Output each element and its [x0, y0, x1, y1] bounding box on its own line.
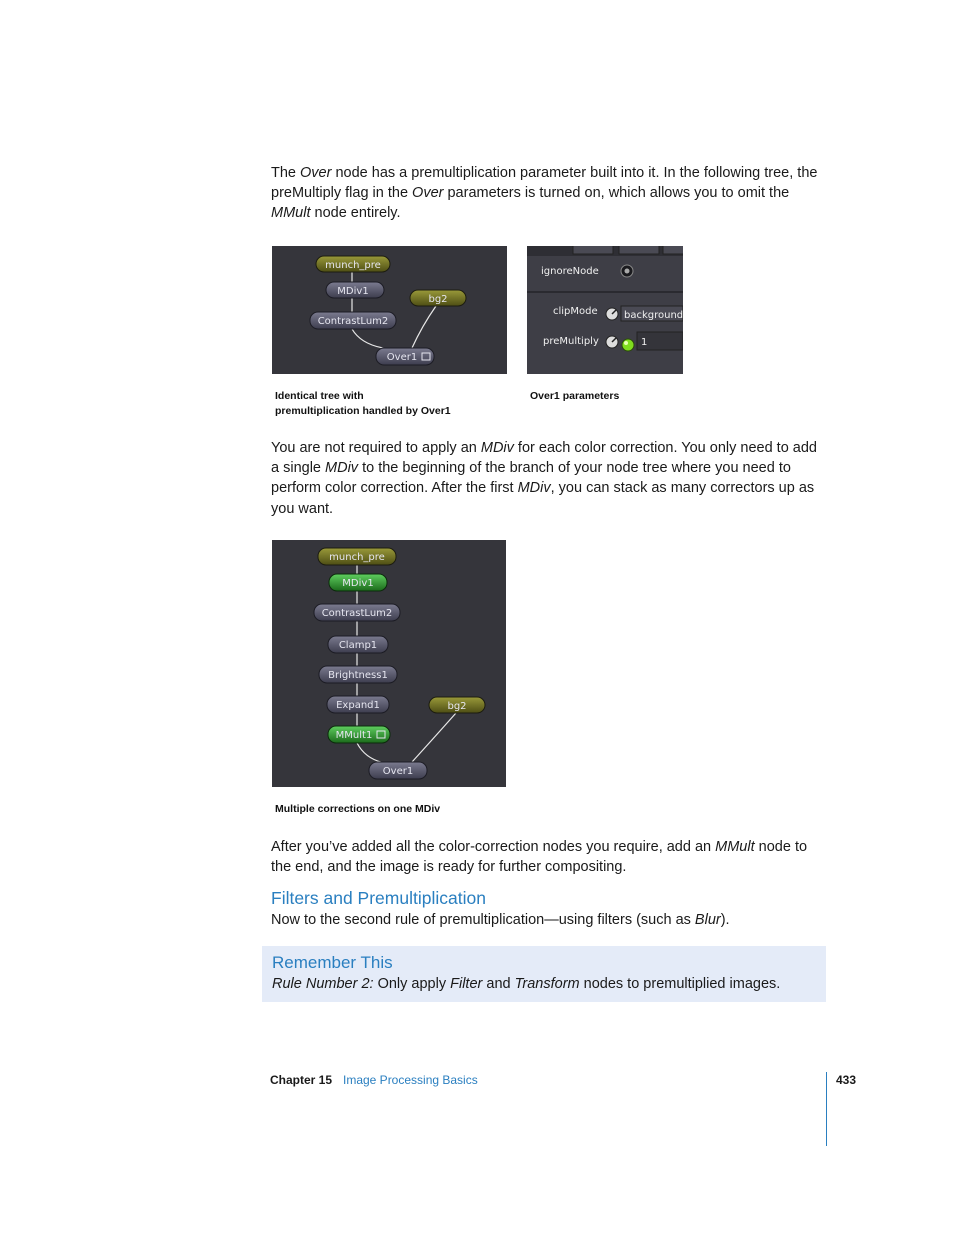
svg-text:Brightness1: Brightness1 [328, 670, 388, 681]
node-bg2[interactable] [410, 290, 466, 306]
svg-text:Over1: Over1 [386, 352, 418, 363]
clip-mode-dial[interactable] [606, 308, 618, 320]
svg-text:Over1: Over1 [382, 766, 414, 777]
page-number: 433 [836, 1073, 857, 1087]
section-heading: Filters and Premultiplication [271, 888, 486, 908]
node-expand1[interactable] [327, 696, 389, 713]
node-mdiv1[interactable] [329, 574, 387, 591]
over1-parameters-figure [527, 246, 683, 374]
node-over1[interactable] [376, 348, 434, 365]
node-contrastlum2[interactable] [314, 604, 400, 621]
figure3-caption: Multiple corrections on one MDiv [275, 803, 441, 815]
premultiply-value-field[interactable] [637, 332, 683, 350]
ignore-node-toggle[interactable] [621, 265, 633, 277]
svg-text:ContrastLum2: ContrastLum2 [321, 608, 393, 619]
node-clamp1[interactable] [328, 636, 388, 653]
svg-text:MMult1: MMult1 [335, 730, 373, 741]
mmult-paragraph: After you’ve added all the color-correction nodes you require, add an MMult node to the end, and the image is ready for further compositing. [271, 839, 808, 876]
node-mmult1[interactable] [328, 726, 390, 743]
svg-text:MDiv1: MDiv1 [337, 286, 369, 297]
svg-text:Expand1: Expand1 [336, 700, 380, 711]
mdiv-paragraph: You are not required to apply an MDiv for each color correction. You only need to add a single MDiv to the beginning of the branch of your node tree where you need to perform color correction. After the first MDiv, you can stack as many correctors up as you want. [271, 440, 817, 517]
svg-text:munch_pre: munch_pre [329, 552, 385, 563]
clip-mode-label: clipMode [553, 306, 598, 317]
intro-paragraph: The Over node has a premultiplication parameter built into it. In the following tree, the preMultiply flag in the Over parameters is turned on, which allows you to omit the MMult node entirely. [271, 165, 818, 222]
node-contrastlum2[interactable] [310, 312, 396, 329]
remember-this-note [262, 946, 826, 1002]
premultiply-label: preMultiply [543, 336, 599, 347]
footer-chapter-title: Image Processing Basics [343, 1073, 478, 1087]
footer-divider [826, 1072, 827, 1146]
svg-text:munch_pre: munch_pre [325, 260, 381, 271]
section-paragraph: Now to the second rule of premultiplication—using filters (such as Blur). [271, 912, 730, 928]
svg-text:1: 1 [641, 337, 648, 348]
svg-text:MDiv1: MDiv1 [342, 578, 374, 589]
svg-text:Clamp1: Clamp1 [338, 640, 378, 651]
node-bg2[interactable] [429, 697, 485, 713]
ignore-node-label: ignoreNode [541, 266, 599, 277]
node-munch-pre[interactable] [318, 548, 396, 565]
node-tree-figure [272, 246, 507, 374]
svg-text:ContrastLum2: ContrastLum2 [317, 316, 389, 327]
premultiply-dial[interactable] [606, 336, 618, 348]
figure2-caption: Over1 parameters [530, 390, 620, 402]
svg-text:bg2: bg2 [428, 294, 448, 305]
footer-chapter: Chapter 15 [270, 1073, 333, 1087]
node-munch-pre[interactable] [316, 256, 390, 272]
note-title: Remember This [272, 953, 393, 972]
node-brightness1[interactable] [319, 666, 397, 683]
figure1-caption: Identical tree with premultiplication handled by Over1 [275, 390, 451, 417]
node-over1[interactable] [369, 762, 427, 779]
svg-text:background: background [624, 310, 683, 321]
node-mdiv1[interactable] [326, 282, 384, 298]
note-body: Rule Number 2: Only apply Filter and Transform nodes to premultiplied images. [272, 976, 781, 992]
clip-mode-select[interactable] [621, 306, 683, 321]
multiple-corrections-figure [272, 540, 506, 787]
svg-text:bg2: bg2 [447, 701, 467, 712]
premultiply-toggle[interactable] [622, 339, 634, 351]
